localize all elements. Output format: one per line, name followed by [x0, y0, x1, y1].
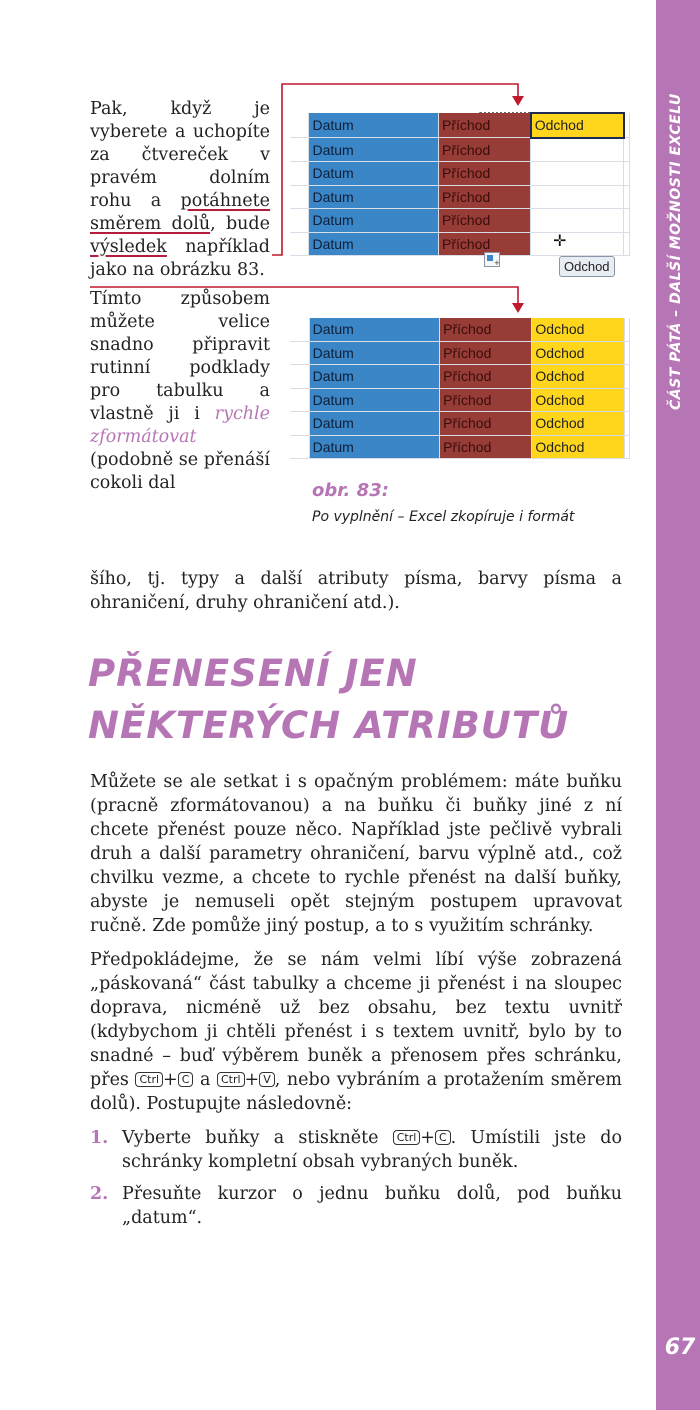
- figure-caption-text: Po vyplnění – Excel zkopíruje i formát: [312, 509, 575, 525]
- excel-grid-after: [290, 318, 630, 459]
- grid-cell: [624, 341, 629, 365]
- table-row: [290, 435, 630, 459]
- grid-cell: Datum: [309, 209, 439, 233]
- grid-cell: Datum: [309, 138, 439, 162]
- intro-paragraph-2: Tímto způsobem můžete velice snadno připravit rutinní podklady pro tabulku a vlastně ji i rychle zformátovat (podobně se přenáší cokoli dal: [90, 289, 270, 493]
- grid-cell: Datum: [309, 412, 440, 436]
- grid-cell: [290, 185, 309, 209]
- grid-cell: [624, 113, 630, 138]
- grid-cell: [624, 412, 629, 436]
- underlined-word: výsledek: [90, 237, 167, 257]
- grid-cell: Příchod: [438, 138, 530, 162]
- grid-cell: [531, 232, 624, 256]
- ctrl-key: Ctrl: [393, 1130, 421, 1145]
- excel-grid-before: [290, 112, 630, 256]
- grid-cell: [290, 412, 309, 436]
- ctrl-key: Ctrl: [135, 1072, 163, 1087]
- body-paragraph-1: Můžete se ale setkat i s opačným problémem: máte buňku (pracně zformátovanou) a na buňku či buňky jiné z ní chcete přenést pouze něco. Například jste pečlivě vybrali druh a další parametry ohraničení, barvu výplně atd., což chvilku vezme, a chcete to rychle přenést na další buňky, abyste je nemuseli opět stejným postupem upravovat ručně. Zde pomůže jiný postup, a to s využitím schránky.: [90, 772, 622, 936]
- grid-cell: Datum: [309, 232, 439, 256]
- v-key: V: [259, 1072, 275, 1087]
- grid-cell: [531, 138, 624, 162]
- intro-paragraph-1: Pak, když je vyberete a uchopíte za čtvereček v pravém dolním rohu a potáhnete směrem dolů, bude výsledek například jako na obrázku 83.: [90, 99, 270, 280]
- fill-cursor-icon: ✛: [553, 231, 567, 250]
- grid-cell: [531, 209, 624, 233]
- table-row: [290, 138, 630, 162]
- grid-cell: [624, 318, 629, 341]
- steps-list: [90, 1126, 622, 1230]
- grid-cell: Příchod: [438, 209, 530, 233]
- list-item: 1. Vyberte buňky a stiskněte Ctrl + C . Umístili jste do schránky kompletní obsah vybraných buněk.: [90, 1128, 622, 1172]
- chapter-title: ČÁST PÁTÁ – DALŠÍ MOŽNOSTI EXCELU: [668, 93, 684, 410]
- grid-cell: Datum: [309, 113, 439, 138]
- page-number: 67: [664, 1335, 696, 1360]
- grid-cell: Příchod: [440, 341, 532, 365]
- grid-cell: [290, 318, 309, 341]
- table-row: [290, 185, 630, 209]
- grid-cell: [624, 138, 630, 162]
- grid-cell: [290, 113, 309, 138]
- table-row: [290, 318, 630, 341]
- body-paragraph-2: Předpokládejme, že se nám velmi líbí výše zobrazená „páskovaná“ část tabulky a chceme ji přenést i na sloupec doprava, nicméně už bez obsahu, bez textu uvnitř (kdybychom ji chtěli přenést i s textem uvnitř, bylo by to snadné – buď výběrem buněk a přenosem přes schránku, přes Ctrl + C a Ctrl + V , nebo vybráním a protažením směrem dolů). Postupujte následovně:: [90, 950, 622, 1114]
- grid-cell: Odchod: [532, 318, 624, 341]
- grid-cell: [290, 388, 309, 412]
- arrow-head-lower: [512, 303, 524, 313]
- grid-cell: Odchod: [532, 365, 624, 389]
- grid-cell: Datum: [309, 318, 440, 341]
- grid-cell: [290, 232, 309, 256]
- body-text: [90, 770, 622, 1238]
- grid-cell: [290, 162, 309, 186]
- accent-phrase: rychle zformátovat: [90, 404, 270, 447]
- grid-cell: Datum: [309, 435, 440, 459]
- grid-cell: Odchod: [532, 412, 624, 436]
- figure-caption-number: obr. 83:: [312, 480, 389, 501]
- arrow-line-lower: [90, 287, 518, 305]
- paste-options-icon: [484, 252, 500, 267]
- grid-cell: Odchod: [532, 435, 624, 459]
- table-row: [290, 232, 630, 256]
- grid-cell: Příchod: [440, 412, 532, 436]
- grid-cell: [531, 185, 624, 209]
- grid-cell: Příchod: [438, 232, 530, 256]
- c-key: C: [435, 1130, 451, 1145]
- grid-cell: [624, 232, 630, 256]
- grid-cell: [290, 341, 309, 365]
- grid-cell: Datum: [309, 162, 439, 186]
- svg-text:+: +: [494, 259, 500, 267]
- step-number: 1.: [90, 1128, 109, 1148]
- table-row: [290, 162, 630, 186]
- section-heading: PŘENESENÍ JEN NĚKTERÝCH ATRIBUTŮ: [88, 652, 570, 747]
- grid-cell: [531, 162, 624, 186]
- grid-cell: Datum: [309, 365, 440, 389]
- grid-cell: Datum: [309, 388, 440, 412]
- underlined-phrase: potáhnete směrem dolů: [90, 191, 270, 234]
- grid-cell: Datum: [309, 341, 440, 365]
- table-row: [290, 341, 630, 365]
- table-row: [290, 113, 630, 138]
- grid-cell: Datum: [309, 185, 439, 209]
- grid-cell: Příchod: [440, 318, 532, 341]
- grid-cell: Odchod: [532, 388, 624, 412]
- intro-paragraph-2-continued: šího, tj. typy a další atributy písma, barvy písma a ohraničení, druhy ohraničení atd.).: [90, 569, 622, 613]
- arrow-head-upper: [512, 96, 524, 106]
- grid-cell: [624, 388, 629, 412]
- step-number: 2.: [90, 1184, 109, 1204]
- grid-cell: Příchod: [440, 388, 532, 412]
- table-row: [290, 412, 630, 436]
- autofill-tooltip: Odchod: [559, 256, 615, 277]
- grid-cell: Příchod: [438, 162, 530, 186]
- grid-cell: [290, 138, 309, 162]
- table-row: [290, 209, 630, 233]
- ctrl-key: Ctrl: [217, 1072, 245, 1087]
- grid-cell: [290, 365, 309, 389]
- c-key: C: [178, 1072, 194, 1087]
- grid-cell: Příchod: [440, 435, 532, 459]
- grid-cell: Příchod: [438, 185, 530, 209]
- grid-cell: Příchod: [440, 365, 532, 389]
- grid-cell: [624, 435, 629, 459]
- grid-cell: [624, 162, 630, 186]
- grid-cell: [624, 209, 630, 233]
- grid-cell: Příchod: [438, 113, 530, 138]
- table-row: [290, 365, 630, 389]
- grid-cell: Odchod: [532, 341, 624, 365]
- grid-cell: [624, 365, 629, 389]
- grid-cell: [290, 209, 309, 233]
- grid-cell: [624, 185, 630, 209]
- list-item: 2. Přesuňte kurzor o jednu buňku dolů, pod buňku „datum“.: [90, 1184, 622, 1228]
- table-row: [290, 388, 630, 412]
- odchod-cell: Odchod: [531, 113, 624, 138]
- grid-cell: [290, 435, 309, 459]
